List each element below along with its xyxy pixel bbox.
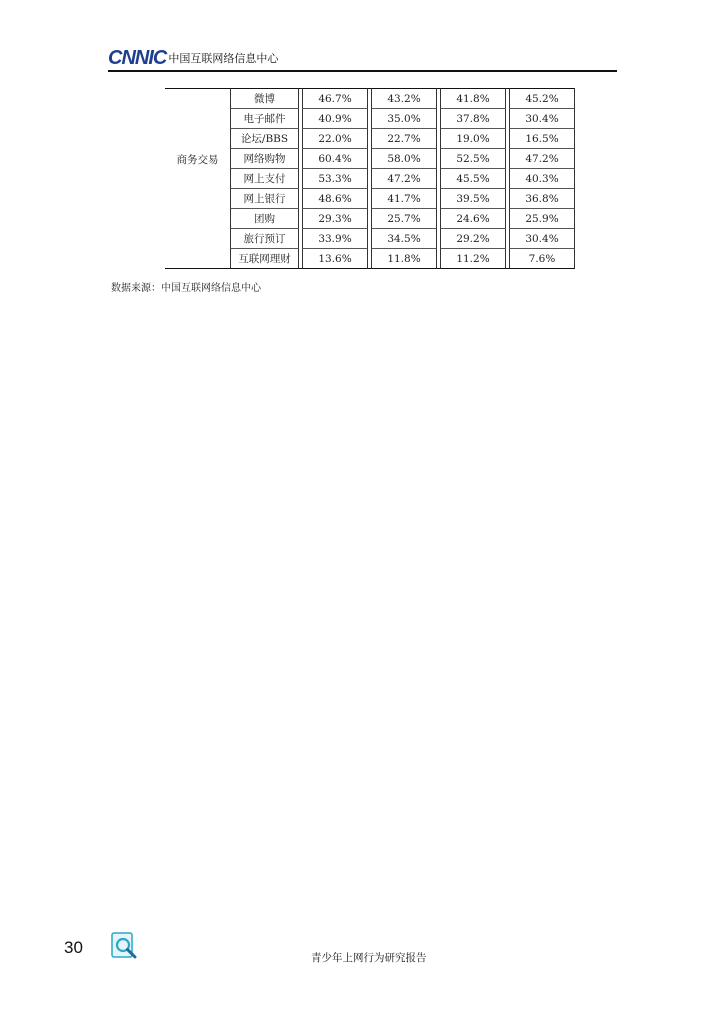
report-title: 青少年上网行为研究报告 [311,952,427,964]
value-cell: 30.4% [509,229,575,249]
value-cell: 25.9% [509,209,575,229]
value-cell: 19.0% [440,129,506,149]
magnifier-report-icon [111,932,138,959]
table-row [165,109,575,129]
item-cell: 论坛/BBS [230,129,299,149]
cnnic-logo [108,47,278,69]
item-cell: 团购 [230,209,299,229]
source-note: 数据来源：中国互联网络信息中心 [111,283,261,294]
value-cell: 29.2% [440,229,506,249]
value-cell: 35.0% [371,109,437,129]
category-cell [165,88,230,109]
value-cell: 46.7% [302,88,368,109]
item-cell: 旅行预订 [230,229,299,249]
table-row [165,129,575,149]
logo-mark: CNNIC [108,46,167,69]
category-cell [165,129,230,149]
table-row [165,88,575,109]
value-cell: 16.5% [509,129,575,149]
header-rule [108,70,617,72]
value-cell: 36.8% [509,189,575,209]
value-cell: 60.4% [302,149,368,169]
item-cell: 网上支付 [230,169,299,189]
value-cell: 53.3% [302,169,368,189]
data-table [165,88,575,269]
value-cell: 39.5% [440,189,506,209]
value-cell: 34.5% [371,229,437,249]
value-cell: 52.5% [440,149,506,169]
category-cell [165,169,230,189]
value-cell: 11.2% [440,249,506,269]
category-cell [165,249,230,269]
table-row [165,169,575,189]
value-cell: 11.8% [371,249,437,269]
value-cell: 48.6% [302,189,368,209]
value-cell: 29.3% [302,209,368,229]
item-cell: 微博 [230,88,299,109]
value-cell: 47.2% [509,149,575,169]
table-row [165,189,575,209]
table-row [165,149,575,169]
page-number: 30 [64,938,83,957]
value-cell: 37.8% [440,109,506,129]
category-cell [165,109,230,129]
category-cell [165,189,230,209]
value-cell: 41.7% [371,189,437,209]
item-cell: 网上银行 [230,189,299,209]
value-cell: 45.5% [440,169,506,189]
value-cell: 24.6% [440,209,506,229]
value-cell: 40.9% [302,109,368,129]
table-row [165,249,575,269]
value-cell: 13.6% [302,249,368,269]
value-cell: 33.9% [302,229,368,249]
value-cell: 7.6% [509,249,575,269]
item-cell: 互联网理财 [230,249,299,269]
value-cell: 58.0% [371,149,437,169]
item-cell: 网络购物 [230,149,299,169]
value-cell: 22.7% [371,129,437,149]
value-cell: 30.4% [509,109,575,129]
value-cell: 41.8% [440,88,506,109]
value-cell: 22.0% [302,129,368,149]
page-header [108,44,616,72]
table-row [165,209,575,229]
category-cell [165,229,230,249]
value-cell: 25.7% [371,209,437,229]
value-cell: 47.2% [371,169,437,189]
value-cell: 43.2% [371,88,437,109]
table-row [165,229,575,249]
org-name: 中国互联网络信息中心 [168,52,279,65]
value-cell: 40.3% [509,169,575,189]
category-cell: 商务交易 [176,153,219,166]
item-cell: 电子邮件 [230,109,299,129]
value-cell: 45.2% [509,88,575,109]
category-cell [165,209,230,229]
